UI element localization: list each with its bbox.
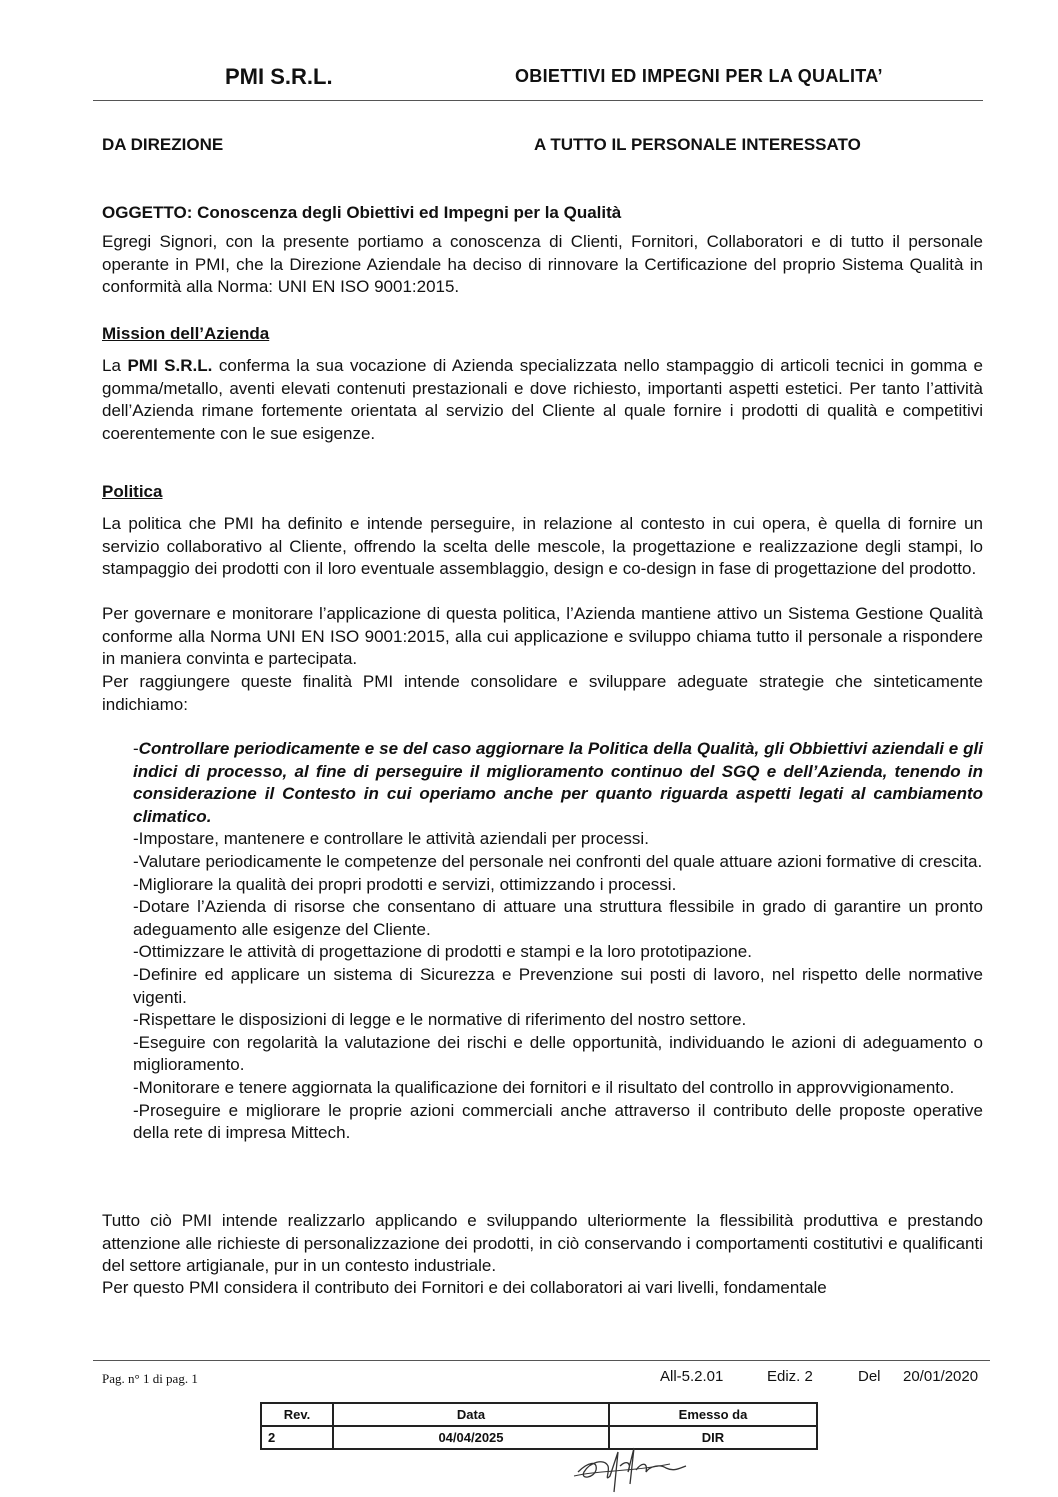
- del-label: Del: [858, 1368, 881, 1385]
- closing-paragraph-1: Tutto ciò PMI intende realizzarlo applicando e sviluppando ulteriormente la flessibilità produttiva e prestando attenzione alle richieste di personalizzazione dei prodotti, in ciò conservando i comportamenti costitutivi e qualificanti del settore artigianale, pur in un contesto industriale.: [102, 1211, 983, 1275]
- page-number: Pag. n° 1 di pag. 1: [102, 1371, 198, 1386]
- list-item: -Impostare, mantenere e controllare le attività aziendali per processi.: [133, 829, 649, 849]
- policy-heading: Politica: [102, 482, 163, 501]
- issued-by-value: DIR: [609, 1426, 817, 1449]
- revision-header: Rev.: [261, 1403, 333, 1426]
- policy-paragraph-1: La politica che PMI ha definito e intende perseguire, in relazione al contesto in cui opera, è quella di fornire un servizio collaborativo al Cliente, offrendo la scelta delle mescole, la progettazione e realizzazione degli stampi, lo stampaggio dei prodotti con il loro eventuale assemblaggio, design e co-design in fase di progettazione del prodotto.: [102, 514, 983, 578]
- edition-date: 20/01/2020: [903, 1368, 979, 1385]
- list-item: -Monitorare e tenere aggiornata la qualificazione dei fornitori e il risultato del controllo in approvvigionamento.: [133, 1077, 955, 1097]
- sender: DA DIREZIONE: [102, 135, 224, 154]
- document-code: All-5.2.01: [660, 1368, 724, 1385]
- issued-by-header: Emesso da: [609, 1403, 817, 1426]
- list-item-emphasis-text: Controllare periodicamente e se del caso aggiornare la Politica della Qualità, gli Obbiettivi aziendali e gli indici di processo, al fine di perseguire il miglioramento continuo del SGQ e dell’Azienda, tenendo in considerazione il Contesto in cui operiamo anche per quanto riguarda aspetti legati al cambiamento climatico.: [133, 739, 983, 826]
- header-divider: [93, 100, 983, 101]
- date-value: 04/04/2025: [333, 1426, 609, 1449]
- list-item: -Proseguire e migliorare le proprie azioni commerciali anche attraverso il contributo delle proposte operative della rete di impresa Mittech.: [133, 1100, 983, 1143]
- date-header: Data: [333, 1403, 609, 1426]
- mission-paragraph: [102, 355, 983, 445]
- footer-divider: [93, 1360, 990, 1361]
- document-title: OBIETTIVI ED IMPEGNI PER LA QUALITA’: [515, 66, 883, 86]
- list-item: -Ottimizzare le attività di progettazione di prodotti e stampi e la loro prototipazione.: [133, 942, 752, 962]
- mission-heading: Mission dell’Azienda: [102, 324, 270, 343]
- list-item-emphasis: [133, 738, 983, 828]
- revision-value: 2: [261, 1426, 333, 1449]
- signature-icon: [570, 1432, 690, 1494]
- list-item: -Dotare l’Azienda di risorse che consentano di attuare una struttura flessibile in grado di garantire un pronto adeguamento alle esigenze del Cliente.: [133, 897, 983, 939]
- edition: Ediz. 2: [767, 1368, 813, 1385]
- policy-paragraph-3: Per raggiungere queste finalità PMI intende consolidare e sviluppare adeguate strategie che sinteticamente indichiamo:: [102, 672, 983, 714]
- mission-company: PMI S.R.L.: [127, 356, 213, 375]
- list-item: -Rispettare le disposizioni di legge e le normative di riferimento del nostro settore.: [133, 1010, 747, 1030]
- intro-paragraph: Egregi Signori, con la presente portiamo a conoscenza di Clienti, Fornitori, Collaboratori e di tutto il personale operante in PMI, che la Direzione Aziendale ha deciso di rinnovare la Certificazione del proprio Sistema Qualità in conformità alla Norma: UNI EN ISO 9001:2015.: [102, 232, 983, 296]
- mission-lead: La: [102, 356, 128, 375]
- strategy-list: [133, 738, 983, 1145]
- subject-line: OGGETTO: Conoscenza degli Obiettivi ed Impegni per la Qualità: [102, 203, 622, 222]
- list-item: -Eseguire con regolarità la valutazione dei rischi e delle opportunità, individuando le azioni di adeguamento o miglioramento.: [133, 1032, 983, 1075]
- list-item: -Migliorare la qualità dei propri prodotti e servizi, ottimizzando i processi.: [133, 874, 677, 894]
- list-item-dash: -: [133, 739, 139, 758]
- revision-table: [260, 1402, 818, 1450]
- closing-paragraph-2: Per questo PMI considera il contributo dei Fornitori e dei collaboratori ai vari livelli, fondamentale: [102, 1278, 827, 1297]
- company-name: PMI S.R.L.: [225, 64, 333, 89]
- mission-text: conferma la sua vocazione di Azienda specializzata nello stampaggio di articoli tecnici in gomma e gomma/metallo, aventi elevati contenuti prestazionali e dove richiesto, importanti aspetti estetici. Per tanto l’attività dell’Azienda rimane fortemente orientata al servizio del Cliente al quale fornire i prodotti di qualità e competitivi coerentemente con le sue esigenze.: [102, 356, 983, 443]
- list-item: -Valutare periodicamente le competenze del personale nei confronti del quale attuare azioni formative di crescita.: [133, 851, 983, 871]
- list-item: -Definire ed applicare un sistema di Sicurezza e Prevenzione sui posti di lavoro, nel rispetto delle normative vigenti.: [133, 964, 983, 1007]
- policy-paragraph-2: Per governare e monitorare l’applicazione di questa politica, l’Azienda mantiene attivo un Sistema Gestione Qualità conforme alla Norma UNI EN ISO 9001:2015, alla cui applicazione e sviluppo chiama tutto il personale a rispondere in maniera convinta e partecipata.: [102, 604, 983, 668]
- recipient: A TUTTO IL PERSONALE INTERESSATO: [534, 135, 861, 154]
